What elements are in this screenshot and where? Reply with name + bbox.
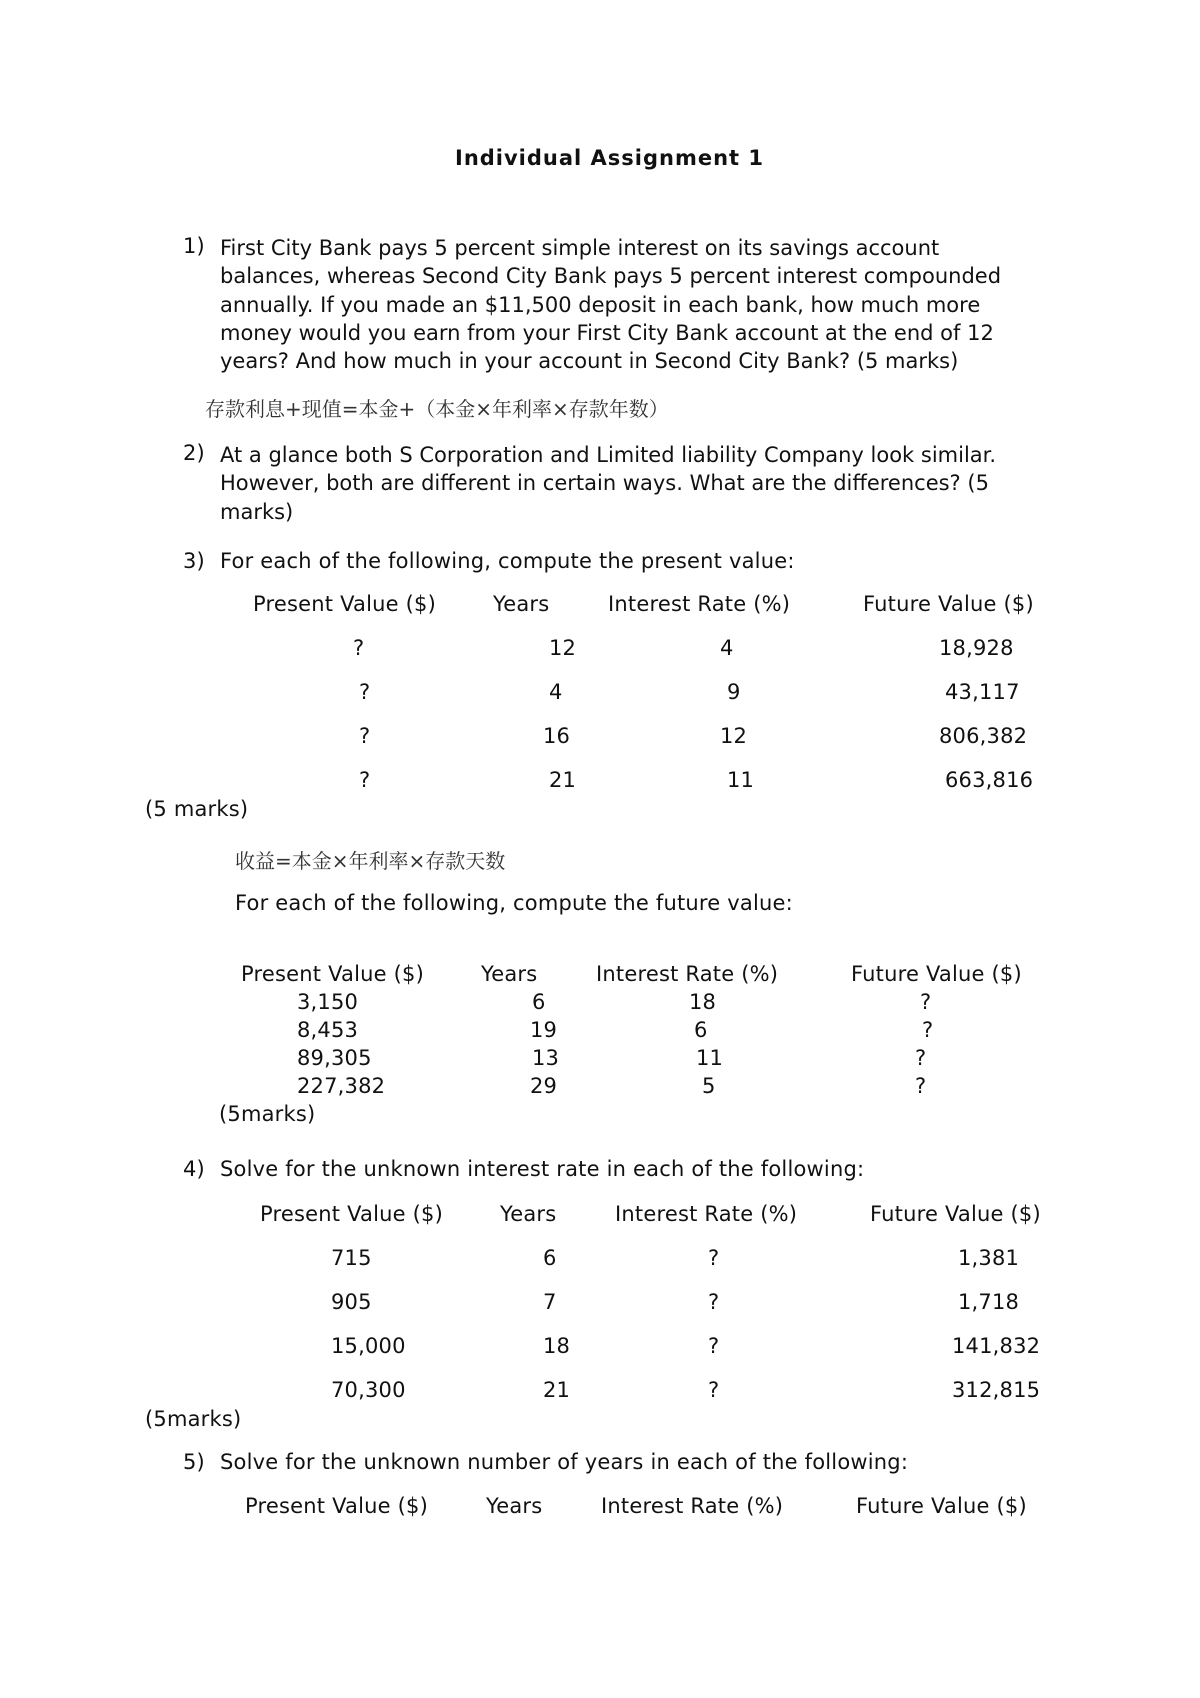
table-cell: ? <box>915 1046 927 1070</box>
table-cell: 715 <box>331 1246 372 1270</box>
q3-formula-note: 收益=本金×年利率×存款天数 <box>235 849 506 873</box>
table-cell: 6 <box>694 1018 708 1042</box>
table-header: Years <box>486 1494 543 1518</box>
q2-line: marks) <box>220 499 294 524</box>
table-cell: 227,382 <box>297 1074 386 1098</box>
q3-number: 3) <box>183 549 205 573</box>
q4-number: 4) <box>183 1157 205 1181</box>
table-cell: 43,117 <box>945 680 1020 704</box>
q1-line: money would you earn from your First City Bank account at the end of 12 <box>220 320 994 345</box>
table-cell: 8,453 <box>297 1018 359 1042</box>
table-cell: ? <box>708 1246 720 1270</box>
table-cell: ? <box>359 768 371 792</box>
table-cell: 9 <box>727 680 741 704</box>
table-cell: ? <box>359 680 371 704</box>
table-header: Present Value ($) <box>245 1494 428 1518</box>
q3-prompt: For each of the following, compute the present value: <box>220 549 795 573</box>
table-cell: 70,300 <box>331 1378 406 1402</box>
table-header: Interest Rate (%) <box>596 962 779 986</box>
table-header: Years <box>481 962 538 986</box>
table-cell: 19 <box>530 1018 558 1042</box>
q2-line: However, both are different in certain ways. What are the differences? (5 <box>220 471 989 496</box>
table-cell: 21 <box>543 1378 571 1402</box>
q2-text <box>220 441 1070 526</box>
table-header: Future Value ($) <box>851 962 1022 986</box>
q5-number: 5) <box>183 1450 205 1474</box>
table-cell: 7 <box>543 1290 557 1314</box>
q1-number: 1) <box>183 234 205 258</box>
table-cell: 806,382 <box>939 724 1028 748</box>
q3-marks-2: (5marks) <box>219 1102 316 1126</box>
q4-marks: (5marks) <box>145 1407 242 1431</box>
table-cell: 663,816 <box>945 768 1034 792</box>
table-cell: 141,832 <box>952 1334 1041 1358</box>
table-header: Future Value ($) <box>856 1494 1027 1518</box>
q1-line: annually. If you made an $11,500 deposit in each bank, how much more <box>220 292 981 317</box>
table-cell: 18 <box>689 990 717 1014</box>
q1-text <box>220 234 1070 375</box>
q2-number: 2) <box>183 441 205 465</box>
table-header: Present Value ($) <box>260 1202 443 1226</box>
table-header: Present Value ($) <box>241 962 424 986</box>
table-cell: ? <box>353 636 365 660</box>
table-cell: 1,381 <box>958 1246 1020 1270</box>
table-cell: 13 <box>532 1046 560 1070</box>
table-header: Interest Rate (%) <box>608 592 791 616</box>
table-cell: ? <box>922 1018 934 1042</box>
table-cell: 11 <box>727 768 755 792</box>
table-cell: ? <box>708 1334 720 1358</box>
table-header: Years <box>493 592 550 616</box>
table-cell: ? <box>915 1074 927 1098</box>
q2-line: At a glance both S Corporation and Limited liability Company look similar. <box>220 443 997 467</box>
table-cell: 15,000 <box>331 1334 406 1358</box>
table-cell: 11 <box>696 1046 724 1070</box>
q1-line: balances, whereas Second City Bank pays 5 percent interest compounded <box>220 264 1002 289</box>
table-cell: 12 <box>549 636 577 660</box>
q1-line: years? And how much in your account in Second City Bank? (5 marks) <box>220 349 959 374</box>
table-cell: 312,815 <box>952 1378 1041 1402</box>
table-cell: ? <box>708 1378 720 1402</box>
table-cell: 905 <box>331 1290 372 1314</box>
table-cell: ? <box>920 990 932 1014</box>
table-header: Future Value ($) <box>870 1202 1041 1226</box>
table-cell: 18 <box>543 1334 571 1358</box>
q3-marks: (5 marks) <box>145 797 249 821</box>
q1-formula-note: 存款利息+现值=本金+（本金×年利率×存款年数） <box>205 397 669 421</box>
table-cell: 6 <box>532 990 546 1014</box>
table-cell: 16 <box>543 724 571 748</box>
q4-prompt: Solve for the unknown interest rate in each of the following: <box>220 1157 865 1181</box>
table-cell: 12 <box>720 724 748 748</box>
page-title: Individual Assignment 1 <box>455 146 765 170</box>
table-cell: 18,928 <box>939 636 1014 660</box>
table-header: Present Value ($) <box>253 592 436 616</box>
table-cell: 3,150 <box>297 990 359 1014</box>
table-header: Interest Rate (%) <box>601 1494 784 1518</box>
table-header: Interest Rate (%) <box>615 1202 798 1226</box>
table-cell: ? <box>359 724 371 748</box>
q5-prompt: Solve for the unknown number of years in each of the following: <box>220 1450 909 1474</box>
table-header: Years <box>500 1202 557 1226</box>
table-cell: 29 <box>530 1074 558 1098</box>
table-cell: ? <box>708 1290 720 1314</box>
q1-line: First City Bank pays 5 percent simple interest on its savings account <box>220 236 940 260</box>
table-cell: 21 <box>549 768 577 792</box>
q3-future-prompt: For each of the following, compute the future value: <box>235 891 793 915</box>
table-cell: 4 <box>720 636 734 660</box>
table-header: Future Value ($) <box>863 592 1034 616</box>
table-cell: 89,305 <box>297 1046 372 1070</box>
table-cell: 5 <box>702 1074 716 1098</box>
table-cell: 1,718 <box>958 1290 1020 1314</box>
table-cell: 4 <box>549 680 563 704</box>
table-cell: 6 <box>543 1246 557 1270</box>
